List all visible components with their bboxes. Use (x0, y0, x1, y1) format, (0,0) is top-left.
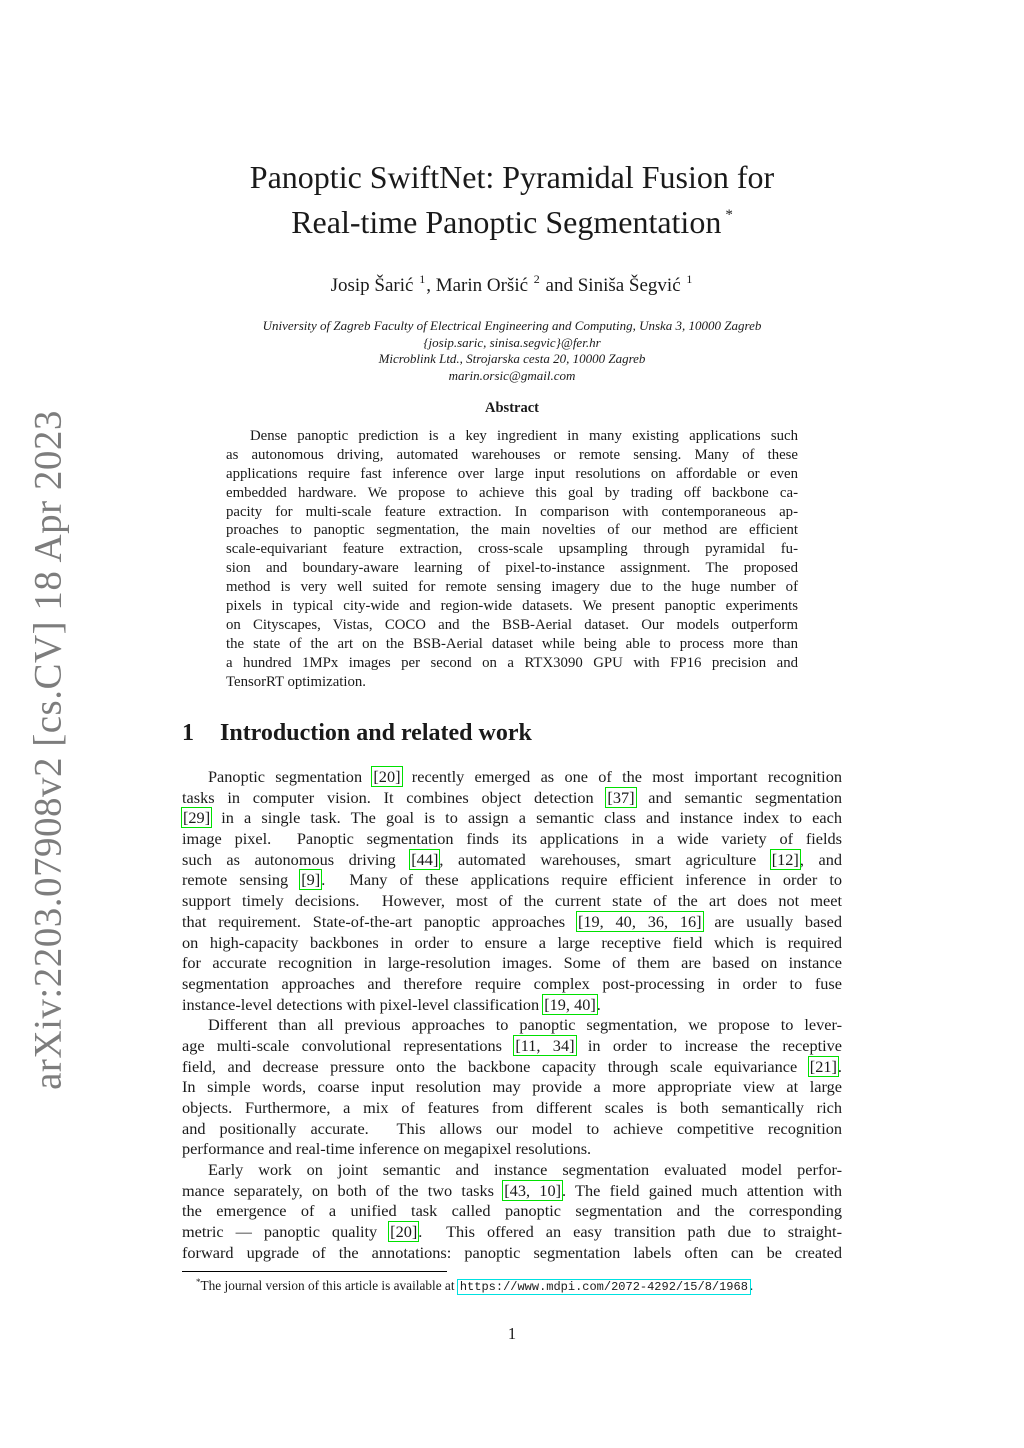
abstract-line: as autonomous driving, automated warehouses or remote sensing. Many of these (226, 446, 798, 463)
body-text: forward upgrade of the annotations: panoptic segmentation labels often can be created (182, 1242, 842, 1262)
body-line (182, 1181, 842, 1202)
body-line (182, 829, 842, 850)
author-affil-index: 1 (419, 272, 426, 286)
body-line (182, 870, 842, 891)
affiliations (180, 318, 844, 384)
body-text: are usually based (702, 911, 842, 931)
body-text: . Many of these applications require efficient inference in order to (321, 870, 843, 890)
author-name: Marin Oršić (435, 275, 529, 296)
footnote: *The journal version of this article is available at https://www.mdpi.com/2072-4292/15/8/1968 . (196, 1277, 754, 1294)
section-title: Introduction and related work (220, 720, 532, 746)
section-number: 1 (182, 720, 194, 746)
body-text: in order to increase the receptive (575, 1035, 842, 1055)
body-text: field, and decrease pressure onto the backbone capacity through scale equivariance (182, 1056, 809, 1076)
abstract-line: pacity for multi-scale feature extraction. In comparison with contemporaneous ap- (226, 503, 798, 520)
body-line (182, 1057, 842, 1078)
affiliation-email: marin.orsic@gmail.com (448, 367, 576, 383)
abstract-line: embedded hardware. We propose to achieve this goal by trading off backbone ca- (226, 484, 798, 501)
body-line (182, 1015, 842, 1036)
body-line (182, 1222, 842, 1243)
body-line (182, 1243, 842, 1264)
abstract-line: a hundred 1MPx images per second on a RTX3090 GPU with FP16 precision and (226, 654, 798, 671)
body-text: performance and real-time inference on megapixel resolutions. (182, 1139, 592, 1159)
citation-link[interactable]: [11, 34] (515, 1035, 575, 1055)
body-text: . This offered an easy transition path due to straight- (418, 1222, 843, 1242)
body-text: segmentation approaches and therefore require complex post-processing in order to fuse (182, 973, 842, 993)
abstract-line: method is very well suited for remote sensing imagery due to the huge number of (226, 579, 798, 596)
body-text: support timely decisions. However, most of the current state of the art does not meet (182, 891, 842, 911)
author-affil-index: 1 (686, 272, 693, 286)
body-text: . (596, 994, 601, 1014)
footnote-text: The journal version of this article is available at (200, 1278, 458, 1293)
body-line (182, 808, 842, 829)
body-line (182, 788, 842, 809)
body-line (182, 1077, 842, 1098)
citation-link[interactable]: [20] (373, 767, 401, 786)
body-line (182, 953, 842, 974)
body-text: mance separately, on both of the two tasks (182, 1180, 504, 1200)
body-line (182, 850, 842, 871)
abstract-line: sion and boundary-aware learning of pixel-to-instance assignment. The proposed (226, 560, 798, 577)
body-line (182, 891, 842, 912)
body-text: and semantic segmentation (635, 787, 842, 807)
body-line (182, 1098, 842, 1119)
body-text: recently emerged as one of the most important recognition (401, 767, 842, 786)
body-text: In simple words, coarse input resolution may provide a more appropriate view at large (182, 1077, 842, 1097)
section-heading (182, 720, 532, 747)
author-name: Siniša Šegvić (577, 275, 681, 296)
body-line (182, 1160, 842, 1181)
citation-link[interactable]: [9] (301, 870, 321, 890)
title-line-1: Panoptic SwiftNet: Pyramidal Fusion for (249, 159, 775, 195)
body-line (182, 933, 842, 954)
body-text: for accurate recognition in large-resolution images. Some of them are based on instance (182, 953, 842, 973)
title-footnote-mark[interactable]: * (725, 207, 733, 223)
arxiv-identifier: arXiv:2203.07908v2 [cs.CV] 18 Apr 2023 (26, 410, 70, 1090)
body-line (182, 995, 842, 1016)
body-text: objects. Furthermore, a mix of features from different scales is both semantically rich (182, 1098, 842, 1117)
body-text: Early work on joint semantic and instance segmentation evaluated model perfor- (208, 1160, 842, 1180)
body-text: , automated warehouses, smart agriculture (439, 849, 771, 869)
citation-link[interactable]: [43, 10] (504, 1180, 562, 1200)
body-text: , and (799, 849, 842, 869)
abstract-heading: Abstract (485, 400, 539, 416)
footnote-divider (182, 1271, 447, 1272)
paper-title (180, 158, 844, 241)
body-line (182, 974, 842, 995)
author-list: Josip Šarić $^1$, Marin Oršić $^2$ and Siniša Šegvić $^1$ (330, 272, 693, 296)
body-text: image pixel. Panoptic segmentation finds its applications in a wide variety of fields (182, 829, 842, 849)
affiliation-line: Microblink Ltd., Strojarska cesta 20, 10000 Zagreb (378, 351, 646, 366)
citation-link[interactable]: [19, 40] (544, 994, 596, 1014)
body-text: instance-level detections with pixel-level classification (182, 994, 544, 1014)
citation-link[interactable]: [21] (809, 1056, 837, 1076)
citation-link[interactable]: [37] (607, 787, 635, 807)
abstract-line: pixels in typical city-wide and region-wide datasets. We present panoptic experiments (226, 598, 798, 615)
body-text: age multi-scale convolutional representations (182, 1035, 515, 1055)
body-text: . The field gained much attention with (562, 1180, 843, 1200)
body-line (182, 1139, 842, 1160)
citation-link[interactable]: [19, 40, 36, 16] (577, 911, 702, 931)
affiliation-email: {josip.saric, sinisa.segvic}@fer.hr (423, 334, 601, 350)
title-line-2: Real-time Panoptic Segmentation * (291, 204, 733, 240)
abstract-line: scale-equivariant feature extraction, cross-scale upsampling through pyramidal fu- (226, 541, 798, 558)
abstract-line: applications require fast inference over large input resolutions on affordable or even (226, 465, 798, 482)
body-text: in a single task. The goal is to assign a semantic class and instance index to each (211, 808, 842, 828)
body-text: remote sensing (182, 870, 301, 890)
abstract-line: proaches to panoptic segmentation, the main novelties of our method are efficient (226, 522, 798, 539)
citation-link[interactable]: [12] (771, 849, 799, 869)
author-affil-index: 2 (533, 272, 540, 286)
footnote-mark: * (196, 1277, 201, 1287)
body-text: such as autonomous driving (182, 849, 411, 869)
body-line (182, 912, 842, 933)
page-number: 1 (507, 1324, 517, 1343)
abstract-body (226, 427, 798, 691)
body-text: Different than all previous approaches to panoptic segmentation, we propose to lever- (208, 1015, 842, 1035)
body-text: that requirement. State-of-the-art panoptic approaches (182, 911, 577, 931)
body-text: and positionally accurate. This allows our model to achieve competitive recognition (182, 1118, 842, 1138)
body-text: Panoptic segmentation (208, 767, 373, 786)
abstract-line: Dense panoptic prediction is a key ingredient in many existing applications such (250, 428, 798, 444)
body-line (182, 767, 842, 788)
abstract-line: TensorRT optimization. (226, 673, 366, 690)
body-line (182, 1201, 842, 1222)
body-text: on high-capacity backbones in order to ensure a large receptive field which is required (182, 932, 842, 952)
introduction-body (182, 767, 842, 1264)
body-text: the emergence of a unified task called panoptic segmentation and the corresponding (182, 1201, 842, 1221)
author-name: Josip Šarić (330, 275, 414, 296)
body-text: tasks in computer vision. It combines object detection (182, 787, 607, 807)
body-line (182, 1036, 842, 1057)
citation-link[interactable]: [29] (183, 808, 211, 828)
affiliation-line: University of Zagreb Faculty of Electrical Engineering and Computing, Unska 3, 10000 Zagreb (262, 318, 762, 333)
body-text: metric — panoptic quality (182, 1222, 390, 1242)
citation-link[interactable]: [20] (390, 1222, 418, 1242)
body-line (182, 1119, 842, 1140)
abstract-line: on Cityscapes, Vistas, COCO and the BSB-Aerial dataset. Our models outperform (226, 616, 798, 633)
citation-link[interactable]: [44] (411, 849, 439, 869)
abstract-line: the state of the art on the BSB-Aerial dataset while being able to process more than (226, 635, 798, 652)
journal-url-link[interactable]: https://www.mdpi.com/2072-4292/15/8/1968 (459, 1280, 748, 1294)
body-text: . (837, 1056, 842, 1076)
